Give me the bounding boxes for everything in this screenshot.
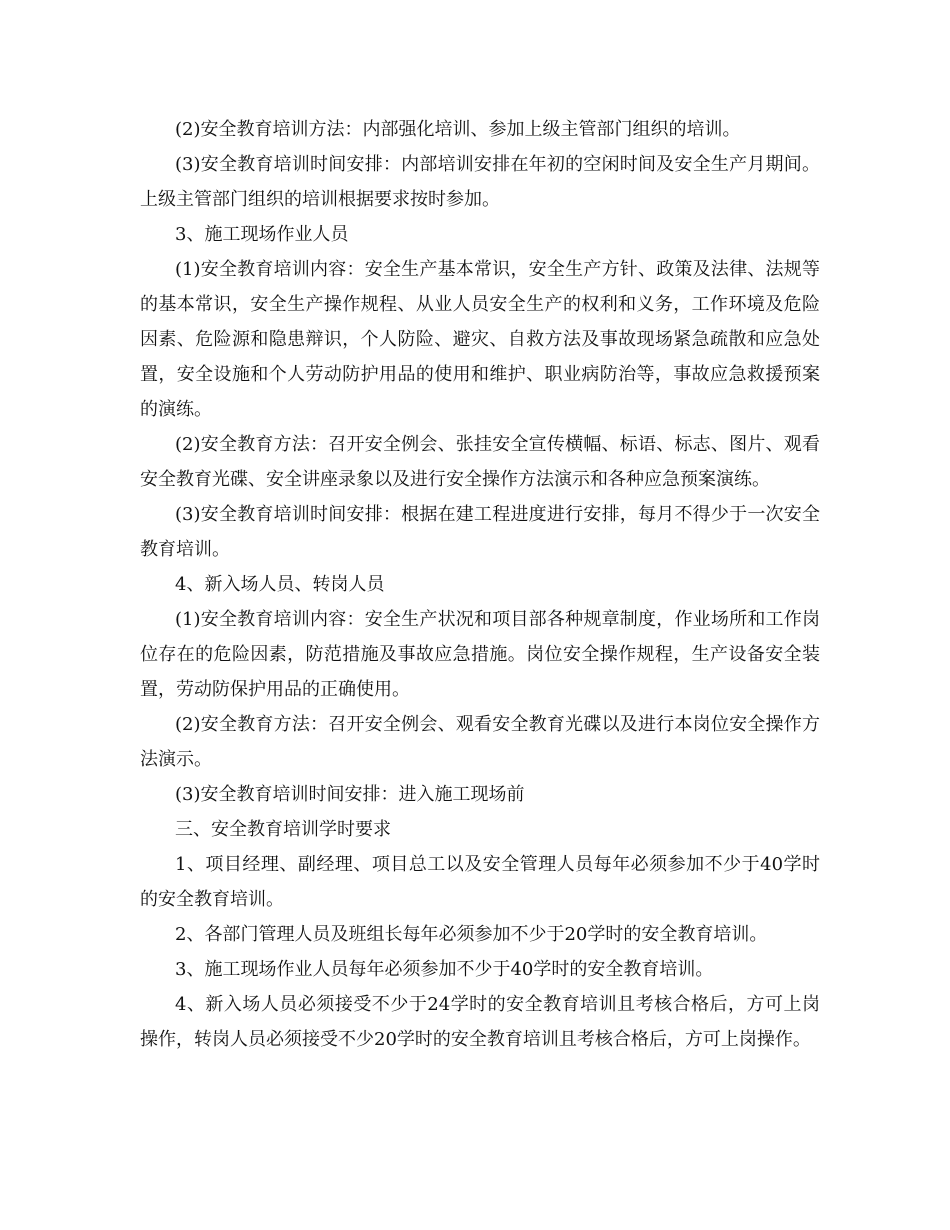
paragraph-training-method: (2)安全教育培训方法：内部强化培训、参加上级主管部门组织的培训。 xyxy=(175,119,741,140)
paragraph-site-training-content: (1)安全教育培训内容：安全生产基本常识，安全生产方针、政策及法律、法规等的基本常识，安全生产操作规程、从业人员安全生产的权利和义务，工作环境及危险因素、危险源和隐患辩识，个人防险、避灾、自救方法及事故现场紧急疏散和应急处置，安全设施和个人劳动防护用品的使用和维护、职业病防治等，事故应急救援预案的演练。 xyxy=(140,259,820,420)
paragraph-site-training-schedule: (3)安全教育培训时间安排：根据在建工程进度进行安排，每月不得少于一次安全教育培训。 xyxy=(140,504,820,560)
section-heading-site-workers: 3、施工现场作业人员 xyxy=(175,224,349,245)
paragraph-hours-site-workers: 3、施工现场作业人员每年必须参加不少于40学时的安全教育培训。 xyxy=(175,959,714,980)
paragraph-hours-managers: 1、项目经理、副经理、项目总工以及安全管理人员每年必须参加不少于40学时的安全教育培训。 xyxy=(140,854,820,910)
paragraph-training-schedule: (3)安全教育培训时间安排：内部培训安排在年初的空闲时间及安全生产月期间。上级主管部门组织的培训根据要求按时参加。 xyxy=(140,154,820,210)
section-heading-new-transfer-staff: 4、新入场人员、转岗人员 xyxy=(175,574,385,595)
paragraph-hours-department-staff: 2、各部门管理人员及班组长每年必须参加不少于20学时的安全教育培训。 xyxy=(175,924,768,945)
paragraph-new-staff-training-method: (2)安全教育方法：召开安全例会、观看安全教育光碟以及进行本岗位安全操作方法演示。 xyxy=(140,714,820,770)
document-body xyxy=(140,112,820,1057)
paragraph-hours-new-transfer-staff: 4、新入场人员必须接受不少于24学时的安全教育培训且考核合格后，方可上岗操作，转岗人员必须接受不少20学时的安全教育培训且考核合格后，方可上岗操作。 xyxy=(140,994,820,1050)
paragraph-new-staff-training-content: (1)安全教育培训内容：安全生产状况和项目部各种规章制度，作业场所和工作岗位存在的危险因素，防范措施及事故应急措施。岗位安全操作规程，生产设备安全装置，劳动防保护用品的正确使用。 xyxy=(140,609,820,700)
section-heading-training-hours: 三、安全教育培训学时要求 xyxy=(175,819,391,840)
paragraph-new-staff-training-schedule: (3)安全教育培训时间安排：进入施工现场前 xyxy=(175,784,525,805)
paragraph-site-training-method: (2)安全教育方法：召开安全例会、张挂安全宣传横幅、标语、标志、图片、观看安全教育光碟、安全讲座录象以及进行安全操作方法演示和各种应急预案演练。 xyxy=(140,434,820,490)
